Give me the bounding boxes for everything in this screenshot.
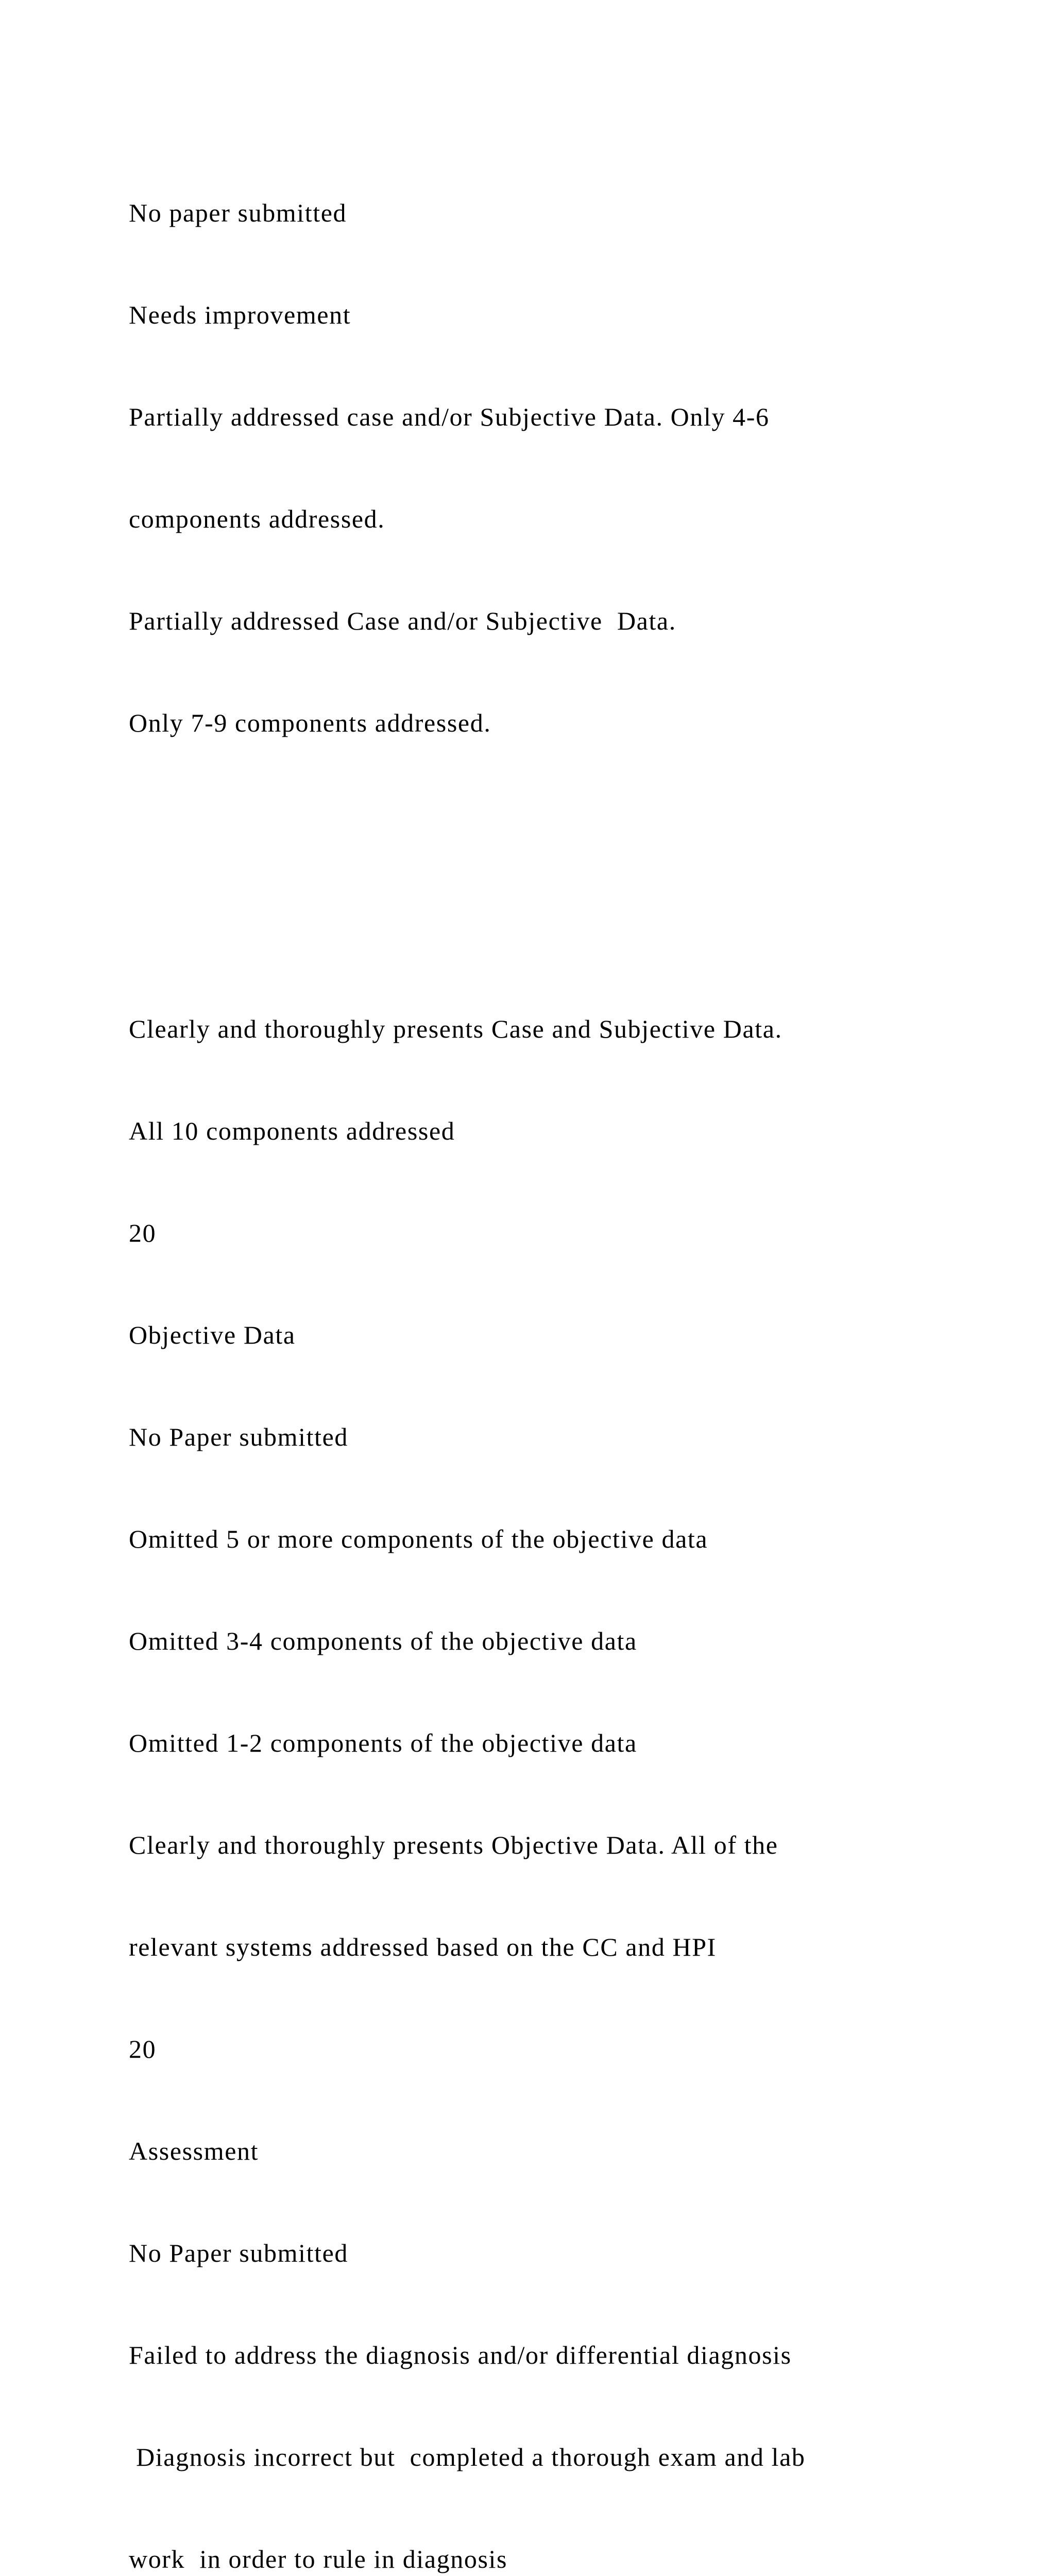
blank-line <box>129 808 979 842</box>
text-line: Clearly and thoroughly presents Case and Subjective Data. <box>129 1014 782 1043</box>
document-body <box>129 128 979 2576</box>
text-line: Clearly and thoroughly presents Objective Data. All of the <box>129 1831 778 1859</box>
text-line: All 10 components addressed <box>129 1116 455 1145</box>
text-line: components addressed. <box>129 504 385 533</box>
text-line: work in order to rule in diagnosis <box>129 2545 508 2573</box>
text-line: Failed to address the diagnosis and/or differential diagnosis <box>129 2341 792 2369</box>
score-line: 20 <box>129 2035 157 2063</box>
text-line: Omitted 1-2 components of the objective data <box>129 1728 637 1757</box>
text-line: No Paper submitted <box>129 1422 348 1451</box>
text-line: Only 7-9 components addressed. <box>129 708 491 737</box>
text-line: No Paper submitted <box>129 2239 348 2267</box>
text-line: Omitted 3-4 components of the objective data <box>129 1626 637 1655</box>
text-line: Partially addressed case and/or Subjective Data. Only 4-6 <box>129 402 770 431</box>
text-line: Omitted 5 or more components of the objective data <box>129 1524 708 1553</box>
text-line: Needs improvement <box>129 300 351 329</box>
blank-line <box>129 910 979 944</box>
text-line: Diagnosis incorrect but completed a thorough exam and lab <box>129 2443 806 2471</box>
text-line: relevant systems addressed based on the CC and HPI <box>129 1933 717 1961</box>
section-heading: Assessment <box>129 2137 259 2165</box>
text-line: Partially addressed Case and/or Subjective Data. <box>129 606 676 635</box>
score-line: 20 <box>129 1218 157 1247</box>
section-heading: Objective Data <box>129 1320 296 1349</box>
text-line: No paper submitted <box>129 198 347 227</box>
